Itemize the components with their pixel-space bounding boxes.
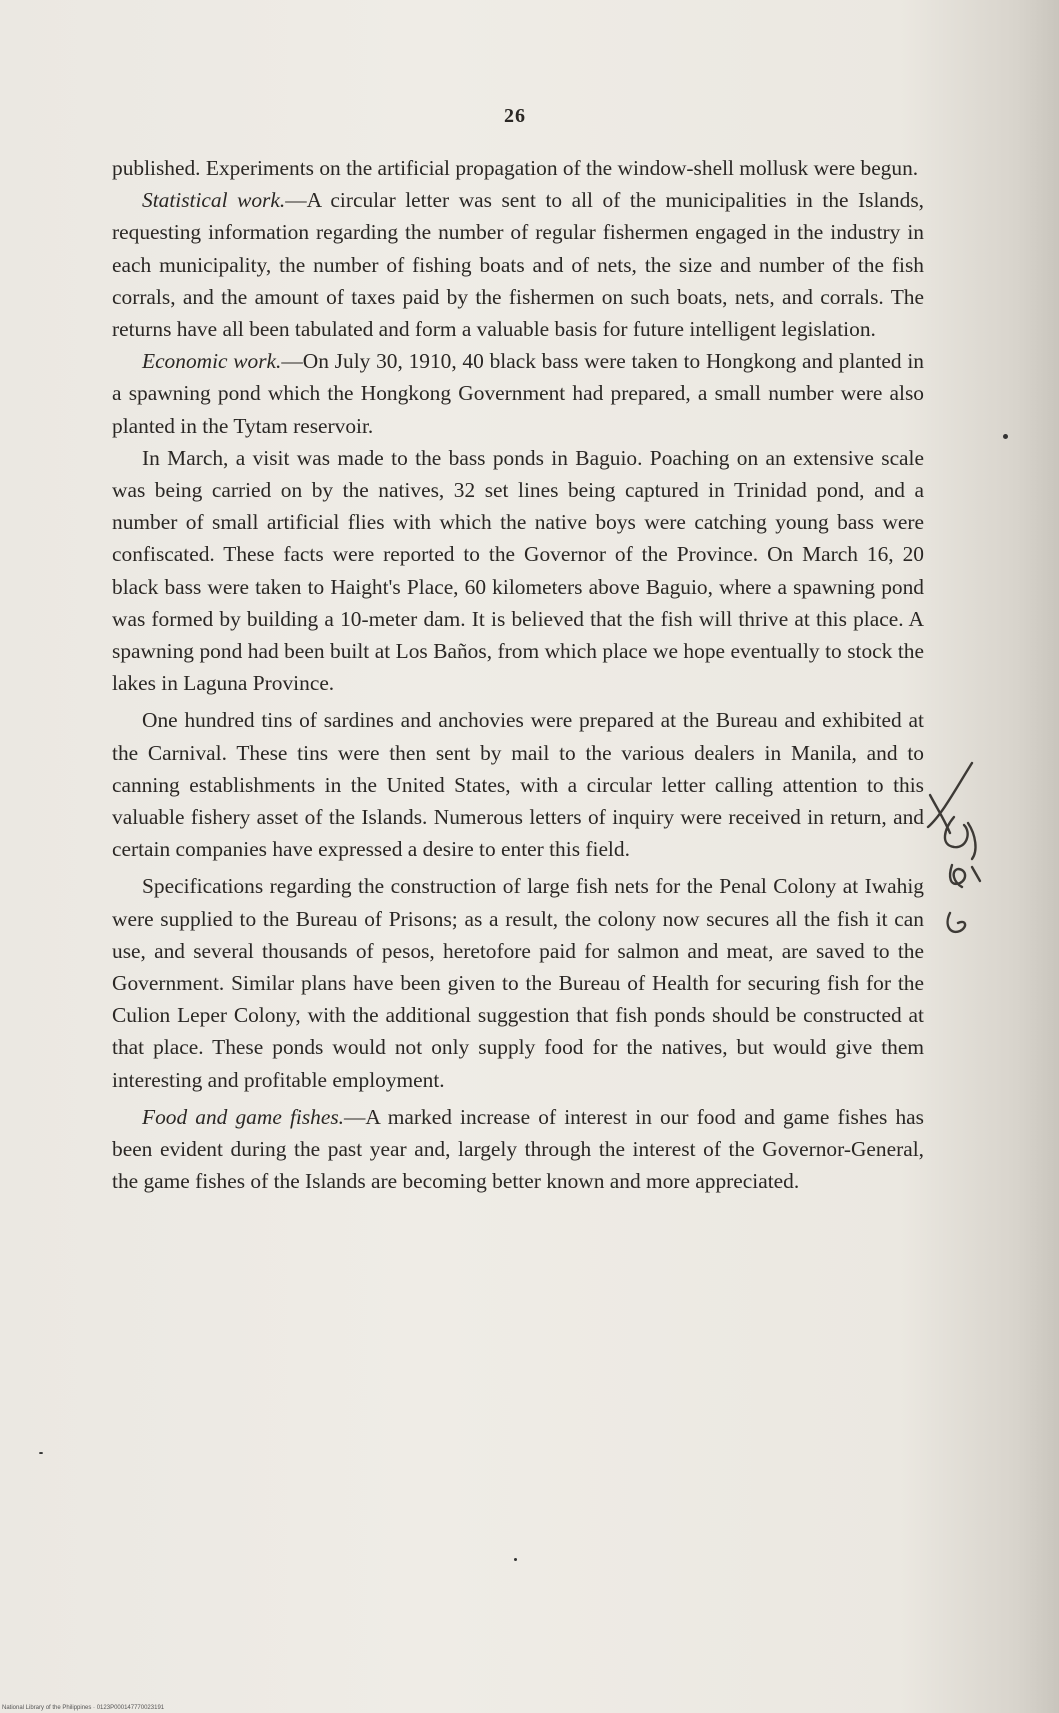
footer-source-stamp: National Library of the Philippines · 0123P000147770023191	[2, 1705, 165, 1711]
paragraph-statistical-work: Statistical work.—A circular letter was sent to all of the municipalities in the Islands, requesting information regarding the number of regular fishermen engaged in the industry in each municipality, the number of fishing boats and of nets, the size and number of the fish corrals, and the amount of taxes paid by the fishermen on such boats, nets, and corrals. The returns have all been tabulated and form a valuable basis for future intelligent legislation.	[112, 188, 924, 342]
scan-speck	[514, 1558, 517, 1561]
page-number: 26	[504, 105, 526, 127]
body-text	[112, 152, 924, 1198]
paragraph-heading: Economic work.	[142, 349, 282, 374]
paragraph-sardines: One hundred tins of sardines and anchovies were prepared at the Bureau and exhibited at the Carnival. These tins were then sent by mail to the various dealers in Manila, and to canning establishments in the United States, with a circular letter calling attention to this valuable fishery asset of the Islands. Numerous letters of inquiry were received in return, and certain companies have expressed a desire to enter this field.	[112, 708, 924, 862]
paragraph-heading: Food and game fishes.	[142, 1104, 345, 1129]
paragraph-food-game-fishes: Food and game fishes.—A marked increase of interest in our food and game fishes has been evident during the past year and, largely through the interest of the Governor-General, the game fishes of the Islands are becoming better known and more appreciated.	[112, 1104, 924, 1194]
scan-speck	[1003, 434, 1008, 439]
handwritten-margin-note	[920, 755, 1030, 955]
paragraph-specifications: Specifications regarding the construction of large fish nets for the Penal Colony at Iwahig were supplied to the Bureau of Prisons; as a result, the colony now secures all the fish it can use, and several thousands of pesos, heretofore paid for salmon and meat, are saved to the Government. Similar plans have been given to the Bureau of Health for securing fish for the Culion Leper Colony, with the additional suggestion that fish ponds should be constructed at that place. These ponds would not only supply food for the natives, but would give them interesting and profitable employment.	[112, 874, 924, 1092]
scan-speck	[39, 1452, 43, 1454]
paragraph-baguio: In March, a visit was made to the bass ponds in Baguio. Poaching on an extensive scale was being carried on by the natives, 32 set lines being captured in Trinidad pond, and a number of small artificial flies with which the native boys were catching young bass were confiscated. These facts were reported to the Governor of the Province. On March 16, 20 black bass were taken to Haight's Place, 60 kilometers above Baguio, where a spawning pond was formed by building a 10-meter dam. It is believed that the fish will thrive at this place. A spawning pond had been built at Los Baños, from which place we hope eventually to stock the lakes in Laguna Province.	[112, 445, 924, 696]
paragraph-heading: Statistical work.	[142, 188, 286, 213]
paragraph-1: published. Experiments on the artificial propagation of the window-shell mollusk were begun.	[112, 156, 919, 180]
paragraph-economic-work: Economic work.—On July 30, 1910, 40 black bass were taken to Hongkong and planted in a spawning pond which the Hongkong Government had prepared, a small number were also planted in the Tytam reservoir.	[112, 349, 924, 438]
